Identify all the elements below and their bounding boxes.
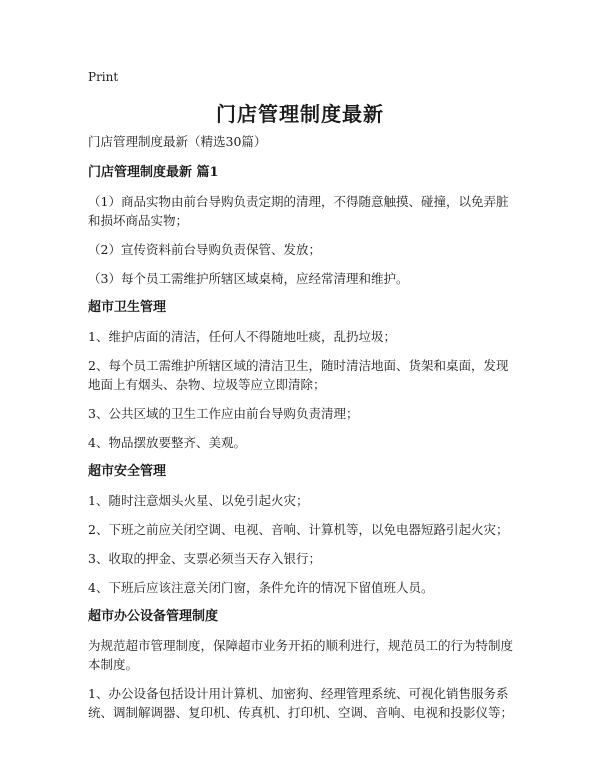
section-hygiene	[88, 298, 518, 452]
paragraph: （2）宣传资料前台导购负责保管、发放；	[88, 242, 321, 257]
section-heading: 超市卫生管理	[88, 300, 167, 315]
paragraph: 为规范超市管理制度，保障超市业务开拓的顺利进行，规范员工的行为特制度本制度。	[88, 638, 514, 672]
section-1	[88, 163, 518, 288]
paragraph: （1）商品实物由前台导购负责定期的清理，不得随意触摸、碰撞，以免弄脏和损坏商品实物；	[88, 194, 509, 228]
paragraph: 1、维护店面的清洁，任何人不得随地吐痰，乱扔垃圾；	[88, 329, 396, 344]
document-title: 门店管理制度最新	[216, 102, 384, 126]
paragraph: 2、下班之前应关闭空调、电视、音响、计算机等，以免电器短路引起火灾；	[88, 522, 509, 537]
section-safety	[88, 462, 518, 597]
section-heading: 超市办公设备管理制度	[88, 609, 219, 624]
paragraph: 3、收取的押金、支票必须当天存入银行；	[88, 551, 321, 566]
document-subtitle: 门店管理制度最新（精选30篇）	[88, 134, 267, 149]
section-heading: 超市安全管理	[88, 464, 167, 479]
paragraph: 3、公共区域的卫生工作应由前台导购负责清理；	[88, 406, 359, 421]
paragraph: 2、每个员工需维护所辖区域的清洁卫生，随时清洁地面、货架和桌面，发现地面上有烟头、杂物、垃圾等应立即清除；	[88, 358, 509, 392]
paragraph: 4、物品摆放要整齐、美观。	[88, 435, 246, 450]
section-heading: 门店管理制度最新 篇1	[88, 165, 219, 180]
paragraph: （3）每个员工需维护所辖区域桌椅，应经常清理和维护。	[88, 271, 409, 286]
paragraph: 1、随时注意烟头火星、以免引起火灾；	[88, 493, 309, 508]
print-label[interactable]: Print	[88, 70, 119, 84]
paragraph: 4、下班后应该注意关闭门窗，条件允许的情况下留值班人员。	[88, 580, 434, 595]
paragraph: 1、办公设备包括设计用计算机、加密狗、经理管理系统、可视化销售服务系统、调制解调器、复印机、传真机、打印机、空调、音响、电视和投影仪等；	[88, 686, 514, 720]
section-office-equipment	[88, 607, 518, 722]
document-body	[88, 132, 518, 732]
